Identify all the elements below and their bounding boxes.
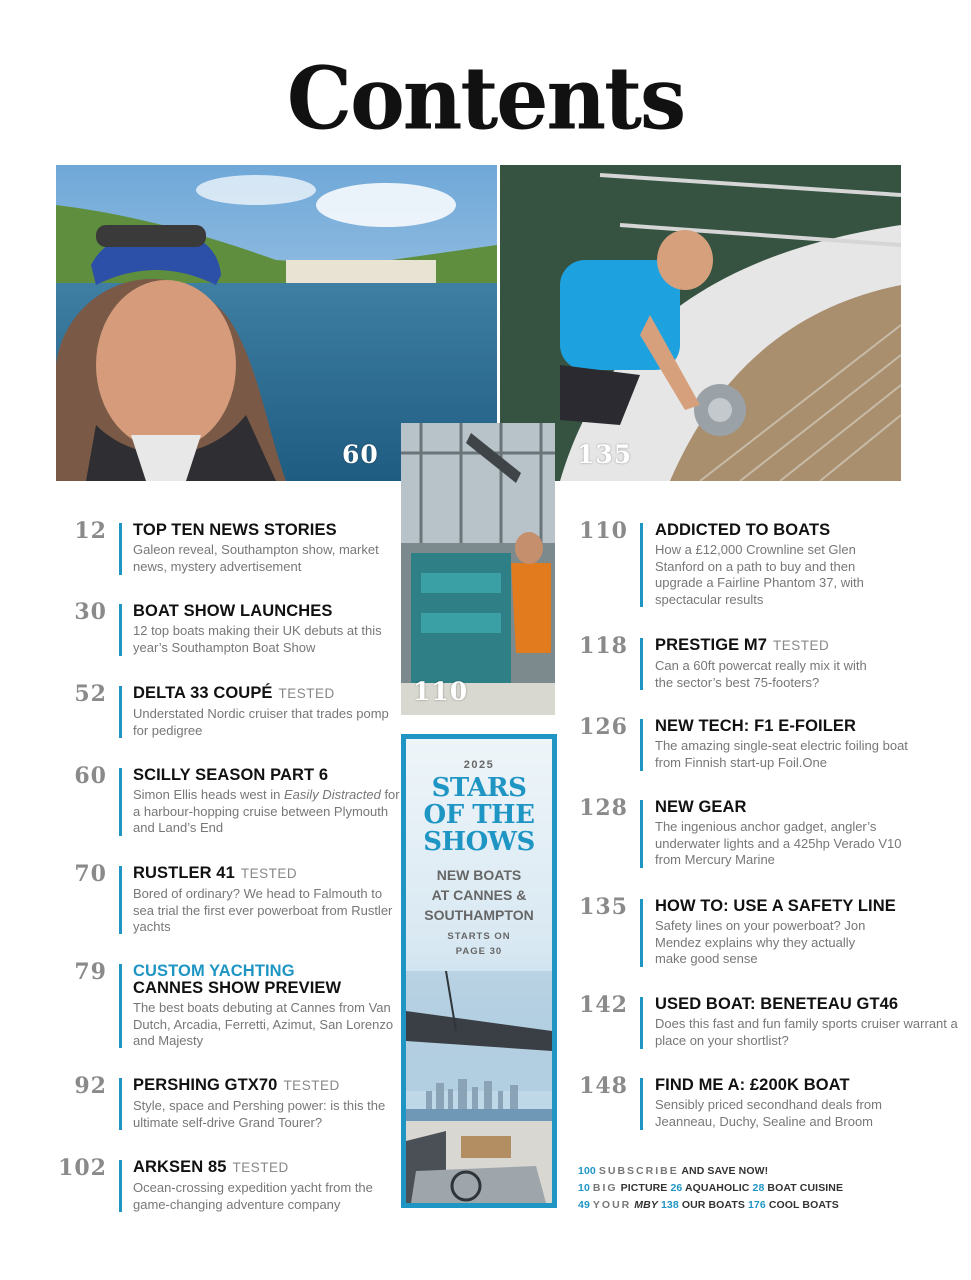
page-ref: 10: [578, 1182, 590, 1194]
tested-tag: TESTED: [232, 1160, 289, 1175]
page-ref: 28: [752, 1182, 765, 1194]
entry-description: Sensibly priced secondhand deals from Jeanneau, Duchy, Sealine and Broom: [655, 1097, 882, 1129]
page-ref: 49: [578, 1199, 590, 1211]
tested-tag: TESTED: [240, 866, 298, 881]
entry-page-number: 118: [579, 633, 628, 659]
accent-rule: [640, 997, 643, 1049]
subheading-line: SOUTHAMPTON: [424, 907, 534, 923]
headline-line: OF THE: [423, 800, 535, 830]
boat-name: Easily Distracted: [284, 787, 381, 802]
entry-page-number: 135: [579, 894, 628, 920]
entry-title-text: PERSHING GTX70: [133, 1076, 278, 1094]
page-ref: 26: [670, 1182, 683, 1194]
entry-title: HOW TO: USE A SAFETY LINE: [655, 897, 896, 915]
entry-description: Understated Nordic cruiser that trades pomp for pedigree: [133, 706, 389, 738]
accent-rule: [640, 800, 643, 868]
bow-photo: [500, 165, 901, 481]
regulars-list: [578, 1163, 968, 1214]
regular-label[interactable]: BOAT CUISINE: [767, 1182, 844, 1194]
accent-rule: [640, 638, 643, 690]
desc-text: for a harbour-hopping cruise between Plymouth and Land’s End: [133, 787, 400, 835]
entry-page-number: 148: [579, 1073, 628, 1099]
accent-rule: [640, 523, 643, 607]
entry-title-text: ARKSEN 85: [133, 1158, 227, 1176]
panel-subheading: [406, 865, 552, 925]
accent-rule: [119, 1160, 122, 1212]
page-number-label: 135: [577, 440, 633, 469]
entry-title: ADDICTED TO BOATS: [655, 521, 831, 539]
subheading-line: NEW BOATS: [436, 867, 522, 883]
entry-title: SCILLY SEASON PART 6: [133, 766, 329, 784]
starts-line: PAGE 30: [455, 946, 503, 957]
regular-label[interactable]: SUBSCRIBE: [598, 1165, 679, 1177]
entry-title: [133, 1157, 408, 1178]
regulars-line: [578, 1180, 968, 1197]
page-ref: 176: [747, 1199, 766, 1211]
desc-text: Simon Ellis heads west in: [133, 787, 285, 802]
tested-tag: TESTED: [283, 1078, 340, 1093]
page-number-label: 60: [342, 440, 379, 469]
entry-description: How a £12,000 Crownline set Glen Stanford on a path to buy and then upgrade a Fairline Phantom 37, with spectacular results: [655, 542, 864, 607]
entry-title-text: RUSTLER 41: [133, 864, 235, 882]
entry-page-number: 12: [74, 518, 107, 544]
entry-title: [133, 863, 403, 884]
yacht-cockpit-photo: [406, 971, 552, 1203]
accent-rule: [640, 1078, 643, 1130]
entry-description: The ingenious anchor gadget, angler’s underwater lights and a 425hp Verado V10 from Mercury Marine: [655, 819, 902, 867]
regular-label[interactable]: YOUR: [592, 1199, 632, 1211]
accent-rule: [640, 899, 643, 967]
regular-label[interactable]: PICTURE: [620, 1182, 668, 1194]
entry-description: The best boats debuting at Cannes from Van Dutch, Arcadia, Ferretti, Azimut, San Lorenzo and Majesty: [133, 1000, 394, 1048]
headline-line: STARS: [431, 773, 527, 803]
entry-title: [655, 635, 885, 656]
entry-description: Does this fast and fun family sports cruiser warrant a place on your shortlist?: [655, 1016, 958, 1048]
entry-page-number: 79: [74, 959, 107, 985]
entry-title: NEW GEAR: [655, 798, 747, 816]
headline-line: SHOWS: [423, 827, 535, 857]
entry-page-number: 102: [58, 1155, 107, 1181]
magazine-name[interactable]: MBY: [634, 1199, 658, 1211]
entry-page-number: 126: [579, 714, 628, 740]
regular-label[interactable]: AQUAHOLIC: [684, 1182, 750, 1194]
entry-description: Galeon reveal, Southampton show, market news, mystery advertisement: [133, 542, 379, 574]
regular-label[interactable]: AND SAVE NOW!: [681, 1165, 769, 1177]
entry-page-number: 70: [74, 861, 107, 887]
page-ref: 138: [660, 1199, 679, 1211]
entry-title: USED BOAT: BENETEAU GT46: [655, 995, 899, 1013]
entry-title-text: PRESTIGE M7: [655, 636, 768, 654]
entry-page-number: 60: [74, 763, 107, 789]
entry-description: Can a 60ft powercat really mix it with the sector’s best 75-footers?: [655, 658, 867, 690]
entry-description: Style, space and Pershing power: is this the ultimate self-drive Grand Tourer?: [133, 1098, 386, 1130]
entry-description: Ocean-crossing expedition yacht from the game-changing adventure company: [133, 1180, 373, 1212]
entry-description: The amazing single-seat electric foiling boat from Finnish start-up Foil.One: [655, 738, 908, 770]
page-title: Contents: [286, 48, 685, 150]
tested-tag: TESTED: [773, 638, 830, 653]
entry-title: [133, 683, 403, 704]
entry-page-number: 110: [579, 518, 628, 544]
stars-of-the-shows-panel[interactable]: [401, 734, 557, 1208]
regulars-line: [578, 1197, 968, 1214]
entry-page-number: 52: [74, 681, 107, 707]
starts-line: STARTS ON: [447, 931, 511, 942]
regular-label[interactable]: OUR BOATS: [681, 1199, 745, 1211]
regulars-line: [578, 1163, 968, 1180]
entry-title-text: DELTA 33 COUPÉ: [133, 684, 273, 702]
regular-label[interactable]: BIG: [592, 1182, 618, 1194]
entry-title: BOAT SHOW LAUNCHES: [133, 602, 333, 620]
entry-page-number: 142: [579, 992, 628, 1018]
entry-page-number: 30: [74, 599, 107, 625]
page-ref: 100: [578, 1165, 596, 1177]
regular-label[interactable]: COOL BOATS: [768, 1199, 839, 1211]
entry-description: 12 top boats making their UK debuts at this year’s Southampton Boat Show: [133, 623, 382, 655]
tested-tag: TESTED: [278, 686, 335, 701]
entry-title: NEW TECH: F1 E-FOILER: [655, 717, 857, 735]
panel-headline: [406, 775, 552, 856]
entry-title: FIND ME A: £200K BOAT: [655, 1076, 850, 1094]
entry-description: Safety lines on your powerboat? Jon Mendez explains why they actually make good sense: [655, 918, 866, 966]
entry-page-number: 128: [579, 795, 628, 821]
accent-rule: [640, 719, 643, 771]
entry-title: TOP TEN NEWS STORIES: [133, 521, 337, 539]
entry-kicker: CUSTOM YACHTING: [133, 962, 295, 980]
entry-page-number: 92: [74, 1073, 107, 1099]
subheading-line: AT CANNES &: [431, 887, 527, 903]
entry-title: CANNES SHOW PREVIEW: [133, 979, 342, 997]
panel-starts-on: [406, 929, 552, 959]
page-number-label: 110: [413, 677, 469, 706]
panel-year: 2025: [463, 759, 495, 771]
engine-photo: [401, 423, 555, 715]
entry-description: Bored of ordinary? We head to Falmouth to sea trial the first ever powerboat from Rustler yachts: [133, 886, 393, 934]
